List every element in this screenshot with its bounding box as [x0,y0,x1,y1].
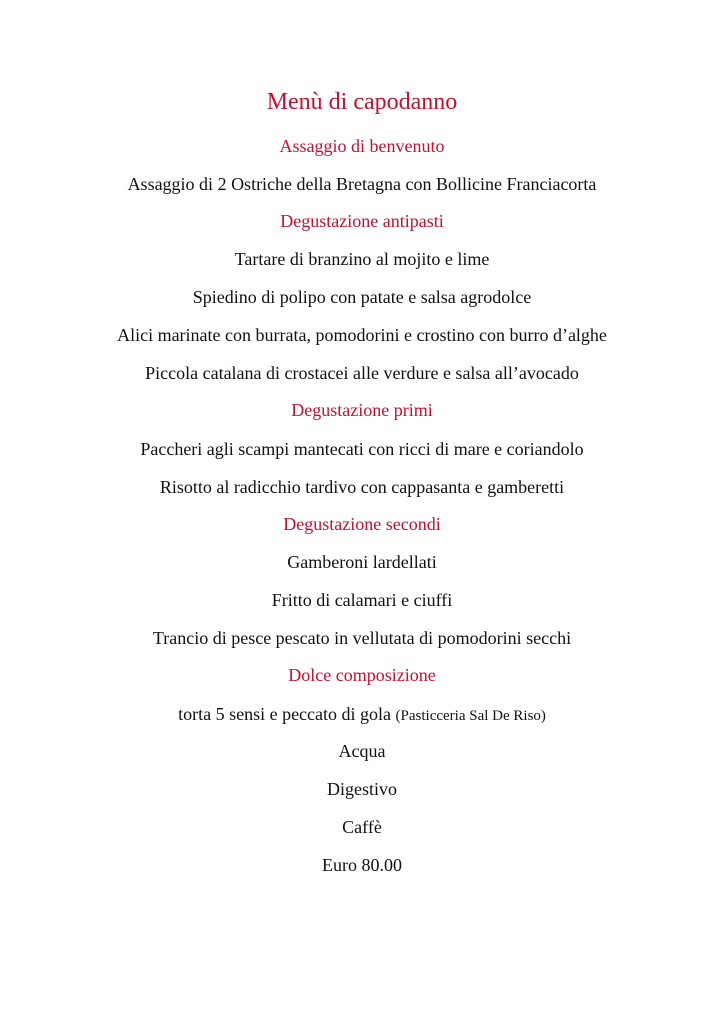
menu-item: Fritto di calamari e ciuffi [271,590,453,610]
menu-title: Menù di capodanno [266,89,458,115]
menu-price: Euro 80.00 [322,855,402,875]
extra-item: Caffè [342,817,382,837]
menu-item: Piccola catalana di crostacei alle verdure e salsa all’avocado [145,363,579,383]
section-heading-antipasti: Degustazione antipasti [280,211,444,231]
menu-item: Trancio di pesce pescato in vellutata di pomodorini secchi [152,628,572,648]
menu-item: Tartare di branzino al mojito e lime [234,249,490,269]
menu-item: Gamberoni lardellati [287,552,437,572]
dessert-note: (Pasticceria Sal De Riso) [395,708,546,724]
section-heading-primi: Degustazione primi [291,400,433,420]
section-heading-welcome: Assaggio di benvenuto [279,136,445,156]
dessert-name: torta 5 sensi e peccato di gola [178,704,392,724]
menu-item: Risotto al radicchio tardivo con cappasanta e gamberetti [159,477,565,497]
section-heading-dolce: Dolce composizione [288,665,436,685]
extra-item: Acqua [338,741,386,761]
menu-item: Spiedino di polipo con patate e salsa agrodolce [192,287,532,307]
section-heading-secondi: Degustazione secondi [283,514,441,534]
extra-item: Digestivo [327,779,397,799]
dessert-item [0,705,724,724]
menu-item: Alici marinate con burrata, pomodorini e crostino con burro d’alghe [117,325,607,345]
menu-item: Assaggio di 2 Ostriche della Bretagna con Bollicine Franciacorta [127,174,597,194]
menu-item: Paccheri agli scampi mantecati con ricci di mare e coriandolo [140,439,584,459]
